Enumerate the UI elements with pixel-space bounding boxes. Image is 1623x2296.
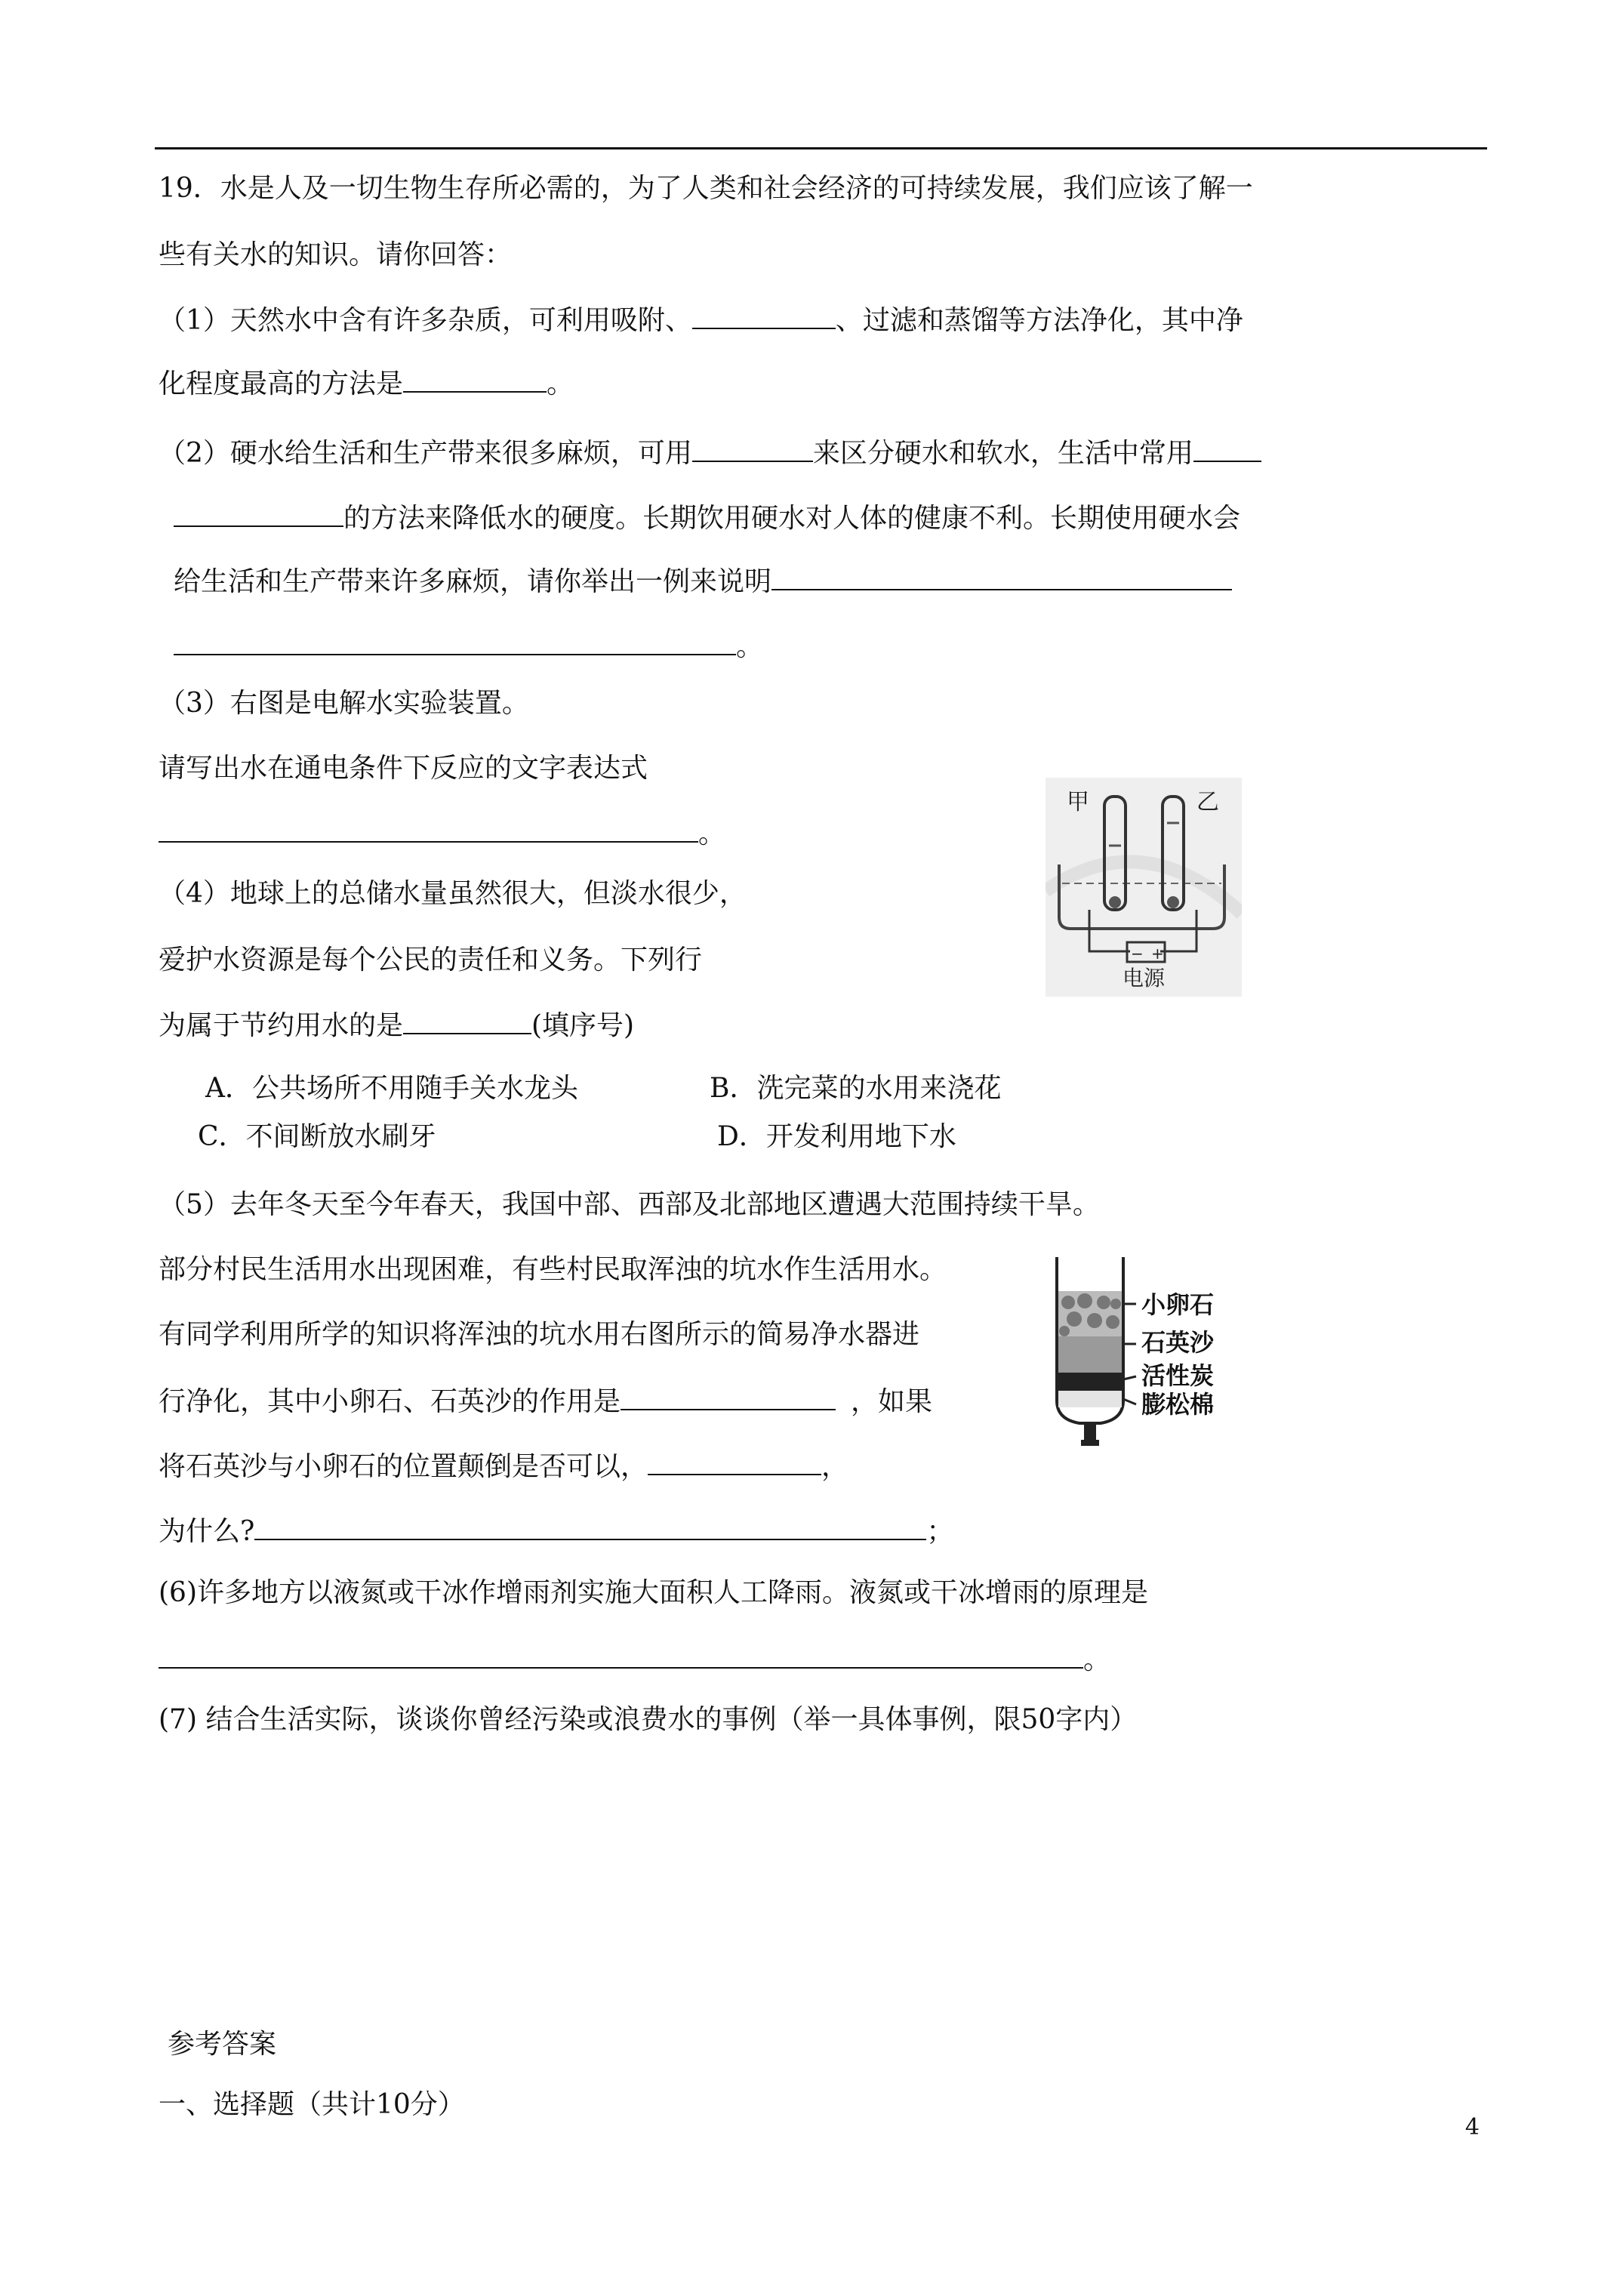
answer-blank[interactable]: [692, 302, 836, 329]
label-jia: 甲: [1067, 789, 1089, 815]
q19-part5-line6: [159, 1513, 953, 1549]
q19-part2-line2: [174, 500, 1240, 535]
label-carbon: 活性炭: [1141, 1361, 1215, 1390]
text: (填序号): [531, 1010, 635, 1041]
q19-part5-line1: （5）去年冬天至今年春天，我国中部、西部及北部地区遭遇大范围持续干旱。: [159, 1189, 1100, 1220]
answers-section-1: 一、选择题（共计10分）: [159, 2089, 465, 2120]
plus-sign: +: [1151, 945, 1164, 963]
text: 为什么?: [159, 1516, 255, 1547]
leader-carbon: [1123, 1376, 1136, 1379]
answer-blank[interactable]: [1193, 435, 1261, 462]
q19-part1-line1: [159, 302, 1243, 337]
answer-blank[interactable]: [159, 1641, 1083, 1669]
text: 的方法来降低水的硬度。长期饮用硬水对人体的健康不利。长期使用硬水会: [343, 503, 1241, 534]
answer-blank[interactable]: [403, 1007, 531, 1034]
label-pebble: 小卵石: [1141, 1290, 1215, 1319]
filter-outlet-tip: [1081, 1440, 1099, 1446]
q19-part4-line2: 爱护水资源是每个公民的责任和义务。下列行: [159, 945, 703, 975]
answer-blank[interactable]: [771, 563, 1232, 590]
option-c: C．不间断放水刷牙: [198, 1121, 436, 1152]
filter-outlet: [1084, 1423, 1096, 1440]
answer-blank[interactable]: [174, 500, 343, 527]
q19-intro-line2: 些有关水的知识。请你回答：: [159, 239, 513, 270]
answer-blank[interactable]: [174, 628, 736, 655]
text: 。: [698, 818, 726, 849]
electrolysis-apparatus-figure: [1046, 778, 1242, 997]
answer-blank[interactable]: [403, 365, 547, 393]
text: 来区分硬水和软水，生活中常用: [812, 438, 1193, 469]
q19-part2-line4: [174, 628, 763, 664]
q19-part7: (7) 结合生活实际，谈谈你曾经污染或浪费水的事例（举一具体事例，限50字内）: [159, 1704, 1138, 1735]
text: 。: [547, 368, 574, 399]
sand-layer: [1058, 1336, 1122, 1373]
q19-part6-line1: (6)许多地方以液氮或干冰作增雨剂实施大面积人工降雨。液氮或干冰增雨的原理是: [159, 1577, 1148, 1608]
answer-blank[interactable]: [692, 435, 813, 462]
answers-heading: 参考答案: [168, 2029, 277, 2060]
q19-part5-line4: [159, 1383, 932, 1419]
q19-part5-line3: 有同学利用所学的知识将浑浊的坑水用右图所示的简易净水器进: [159, 1319, 920, 1350]
electrode-left: [1109, 896, 1121, 908]
q19-part3-line3: [159, 815, 725, 851]
q19-part2-line3: [174, 563, 1232, 599]
text: 化程度最高的方法是: [159, 368, 404, 399]
cotton-layer: [1058, 1391, 1122, 1407]
text: 为属于节约用水的是: [159, 1010, 404, 1041]
q19-part4-line3: [159, 1007, 634, 1043]
label-sand: 石英沙: [1141, 1328, 1215, 1357]
text: 给生活和生产带来许多麻烦，请你举出一例来说明: [174, 566, 772, 597]
answer-blank[interactable]: [648, 1448, 821, 1475]
q19-part3-line2: 请写出水在通电条件下反应的文字表达式: [159, 753, 648, 784]
label-yi: 乙: [1196, 789, 1219, 815]
q19-part4-line1: （4）地球上的总储水量虽然很大，但淡水很少，: [159, 878, 747, 909]
text: 行净化，其中小卵石、石英沙的作用是: [159, 1386, 621, 1417]
option-d: D．开发利用地下水: [717, 1121, 956, 1152]
q19-part5-line5: [159, 1448, 848, 1484]
q19-part3-line1: （3）右图是电解水实验装置。: [159, 688, 529, 719]
minus-sign: −: [1131, 945, 1144, 963]
electrode-right: [1167, 896, 1179, 908]
text: 。: [736, 631, 764, 662]
answer-blank[interactable]: [159, 815, 698, 843]
option-b: B．洗完菜的水用来浇花: [710, 1073, 1002, 1104]
power-label: 电源: [1123, 966, 1166, 991]
option-a: A．公共场所不用随手关水龙头: [205, 1073, 578, 1104]
water-filter-figure: [1049, 1250, 1264, 1453]
text: 将石英沙与小卵石的位置颠倒是否可以，: [159, 1451, 648, 1482]
text: （2）硬水给生活和生产带来很多麻烦，可用: [159, 438, 692, 469]
q19-part6-line2: [159, 1641, 1110, 1677]
answer-blank[interactable]: [254, 1513, 926, 1540]
text: （1）天然水中含有许多杂质，可利用吸附、: [159, 305, 692, 336]
label-cotton: 膨松棉: [1141, 1390, 1215, 1419]
page-number: 4: [1464, 2114, 1480, 2140]
answer-blank[interactable]: [621, 1383, 836, 1410]
q19-intro-line1: 19．水是人及一切生物生存所必需的，为了人类和社会经济的可持续发展，我们应该了解一: [159, 173, 1253, 204]
text: ，如果: [851, 1386, 933, 1417]
leader-cotton: [1123, 1399, 1136, 1404]
header-rule: [155, 147, 1487, 149]
text: ；: [926, 1516, 954, 1547]
carbon-layer: [1058, 1373, 1122, 1391]
q19-part2-line1: [159, 435, 1261, 470]
text: ，: [821, 1451, 849, 1482]
q19-part5-line2: 部分村民生活用水出现困难，有些村民取浑浊的坑水作生活用水。: [159, 1254, 947, 1285]
text: 。: [1083, 1644, 1111, 1675]
q19-part1-line2: [159, 365, 574, 401]
text: 、过滤和蒸馏等方法净化，其中净: [835, 305, 1243, 336]
